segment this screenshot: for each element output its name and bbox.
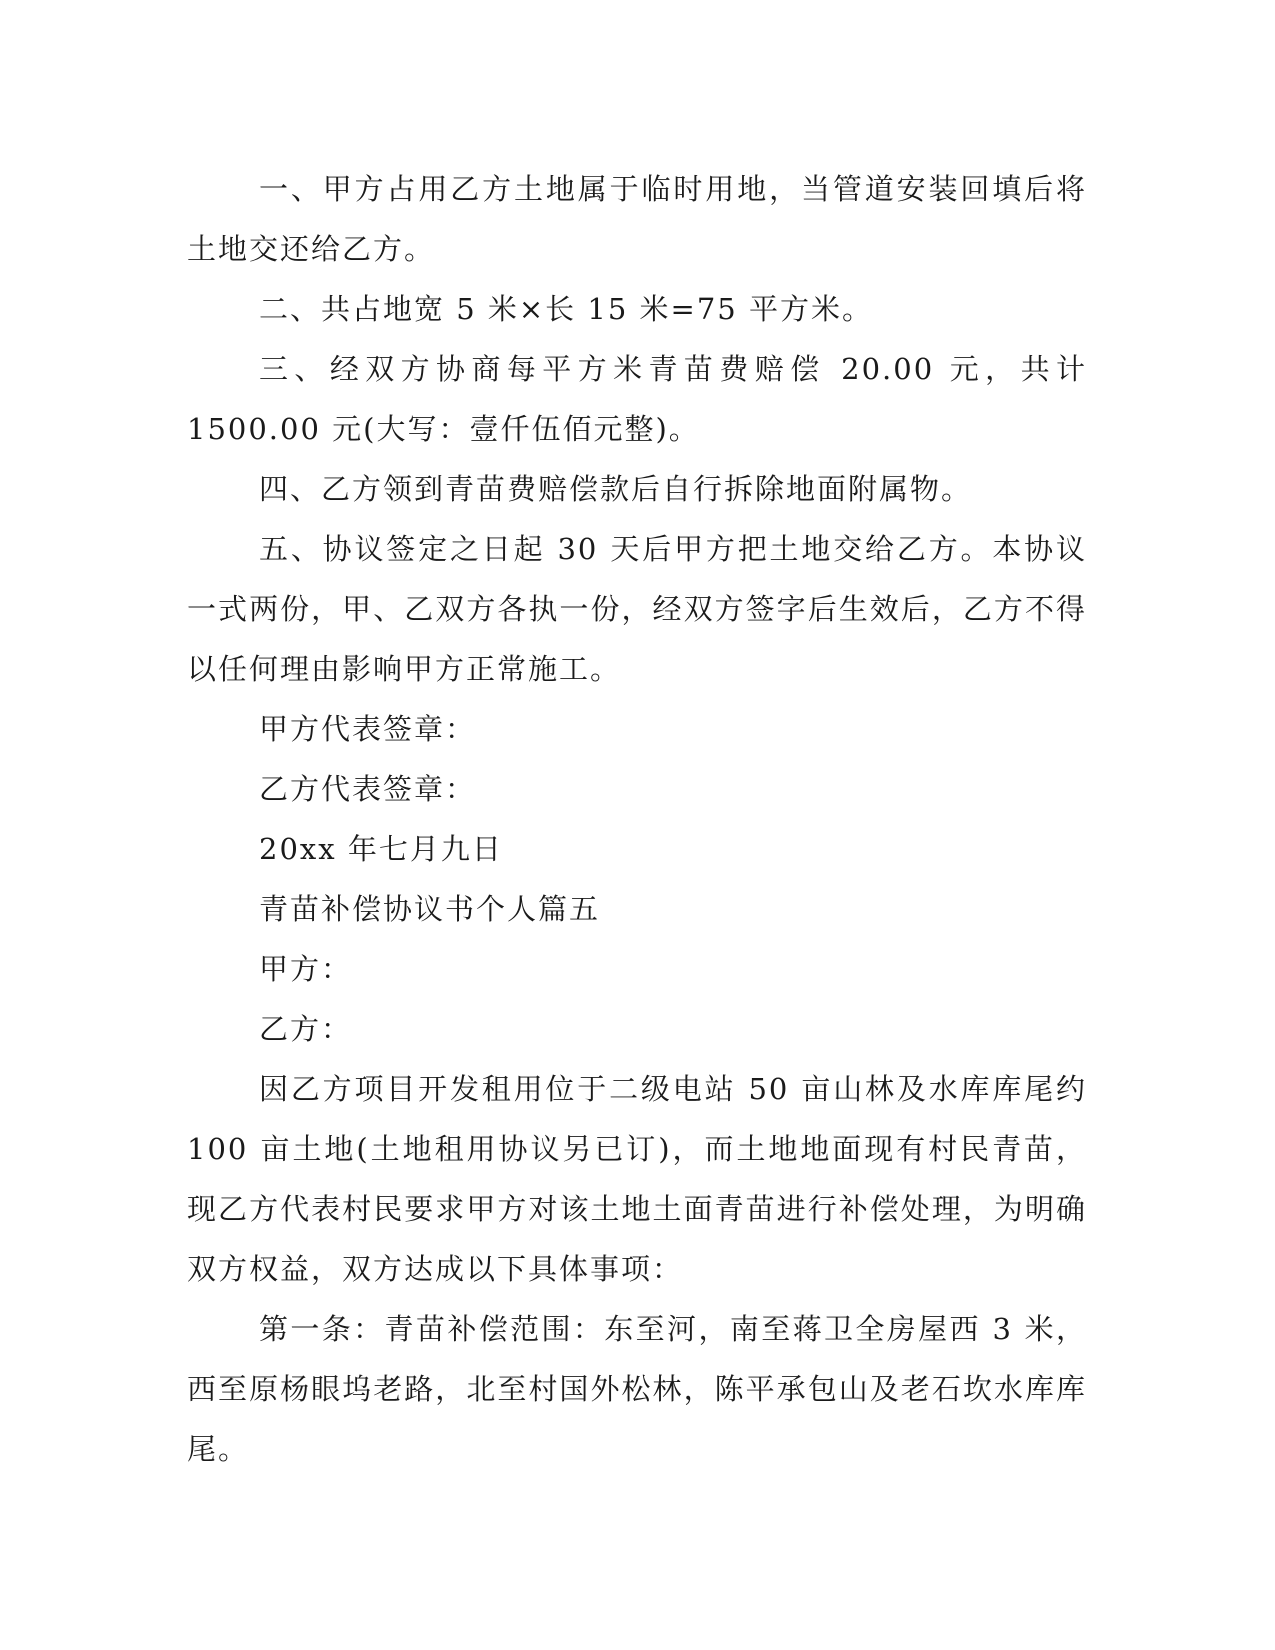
party-b-signature-label: 乙方代表签章： [259,772,477,806]
party-a-signature-label: 甲方代表签章： [259,712,477,746]
section-title: 青苗补偿协议书个人篇五 [259,892,601,926]
agreement-date: 20xx 年七月九日 [259,832,503,866]
party-a-label: 甲方： [259,952,353,986]
document-body [187,159,1087,1479]
clause-occupation: 一、甲方占用乙方土地属于临时用地，当管道安装回填后将土地交还给乙方。 [187,172,1087,266]
clause-removal: 四、乙方领到青苗费赔偿款后自行拆除地面附属物。 [259,472,973,506]
clause-compensation: 三、经双方协商每平方米青苗费赔偿 20.00 元，共计 1500.00 元(大写：壹仟伍佰元整)。 [187,352,1087,446]
preamble: 因乙方项目开发租用位于二级电站 50 亩山林及水库库尾约 100 亩土地(土地租用协议另已订)，而土地地面现有村民青苗，现乙方代表村民要求甲方对该土地土面青苗进行补偿处理，为明确双方权益，双方达成以下具体事项： [187,1072,1087,1286]
party-b-label: 乙方： [259,1012,353,1046]
clause-handover: 五、协议签定之日起 30 天后甲方把土地交给乙方。本协议一式两份，甲、乙双方各执一份，经双方签字后生效后，乙方不得以任何理由影响甲方正常施工。 [187,532,1087,686]
clause-area: 二、共占地宽 5 米×长 15 米=75 平方米。 [259,292,873,326]
article-one-scope: 第一条：青苗补偿范围：东至河，南至蒋卫全房屋西 3 米，西至原杨眼坞老路，北至村国外松林，陈平承包山及老石坎水库库尾。 [187,1312,1087,1466]
